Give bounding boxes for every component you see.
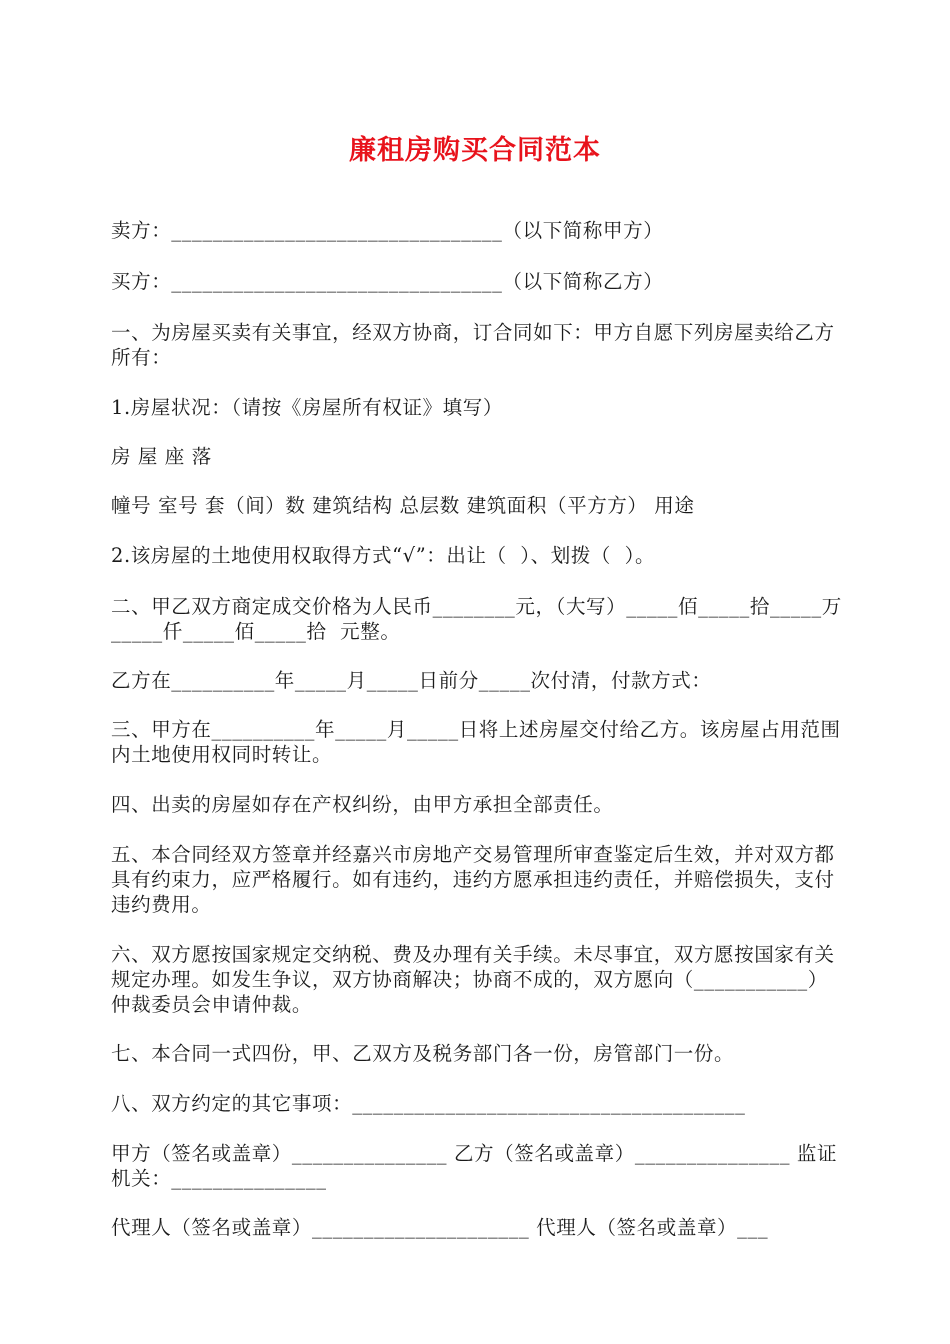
seller-line: 卖方：________________________________（以下简称甲方） — [111, 219, 664, 242]
clause-5-effect: 五、本合同经双方签章并经嘉兴市房地产交易管理所审查鉴定后生效，并对双方都具有约束力，应严格履行。如有违约，违约方愿承担违约责任，并赔偿损失，支付违约费用。 — [111, 843, 835, 916]
land-use-line: 2.该房屋的土地使用权取得方式“√”：出让（ ）、划拨（ ）。 — [111, 544, 656, 567]
document-title: 廉租房购买合同范本 — [349, 135, 601, 166]
signature-line-1: 甲方（签名或盖章）_______________ 乙方（签名或盖章）_______________ 监证机关：_______________ — [111, 1142, 838, 1190]
buyer-line: 买方：________________________________（以下简称乙方） — [111, 270, 664, 293]
clause-3-delivery: 三、甲方在__________年_____月_____日将上述房屋交付给乙方。该房屋占用范围内土地使用权同时转让。 — [111, 718, 841, 766]
signature-line-2: 代理人（签名或盖章）_____________________ 代理人（签名或盖章）___ — [111, 1216, 769, 1239]
house-status-line: 1.房屋状况：（请按《房屋所有权证》填写） — [111, 396, 503, 419]
clause-8-other: 八、双方约定的其它事项：______________________________________ — [111, 1092, 746, 1115]
clause-7-copies: 七、本合同一式四份，甲、乙双方及税务部门各一份，房管部门一份。 — [111, 1042, 735, 1065]
clause-4-dispute: 四、出卖的房屋如存在产权纠纷，由甲方承担全部责任。 — [111, 793, 614, 816]
clause-6-taxes: 六、双方愿按国家规定交纳税、费及办理有关手续。未尽事宜，双方愿按国家有关规定办理。如发生争议，双方协商解决；协商不成的，双方愿向（___________）仲裁委员会申请仲裁。 — [111, 943, 835, 1016]
clause-1-intro: 一、为房屋买卖有关事宜，经双方协商，订合同如下：甲方自愿下列房屋卖给乙方所有： — [111, 321, 835, 369]
house-columns-line: 幢号 室号 套（间）数 建筑结构 总层数 建筑面积（平方方） 用途 — [111, 494, 695, 517]
house-location-line: 房 屋 座 落 — [111, 445, 212, 468]
payment-line: 乙方在__________年_____月_____日前分_____次付清，付款方式： — [111, 669, 712, 692]
clause-2-price: 二、甲乙双方商定成交价格为人民币________元，（大写）_____佰_____拾_____万_____仟_____佰_____拾 元整。 — [111, 595, 842, 643]
